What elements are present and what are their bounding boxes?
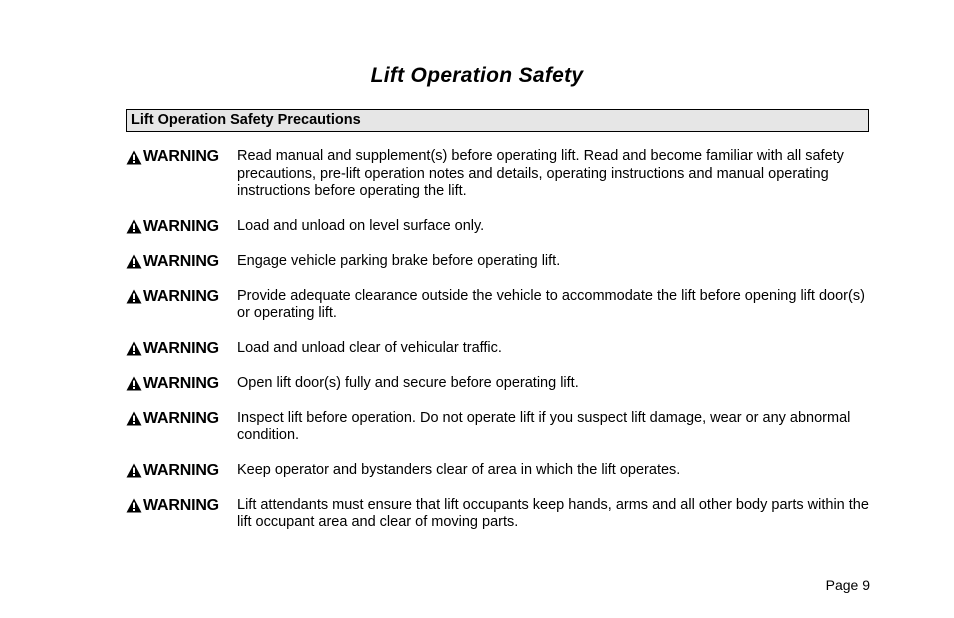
warning-triangle-icon (126, 150, 142, 165)
warning-item (126, 288, 869, 323)
warning-label (126, 288, 237, 306)
warning-triangle-icon (126, 219, 142, 234)
warning-text: Open lift door(s) fully and secure before operating lift. (237, 374, 579, 391)
warning-list (126, 148, 869, 549)
warning-label-text: WARNING (143, 374, 219, 392)
warning-label (126, 462, 237, 480)
warning-item (126, 410, 869, 445)
warning-item (126, 375, 869, 393)
warning-label (126, 410, 237, 428)
warning-text: Load and unload on level surface only. (237, 217, 485, 234)
page-number: Page 9 (825, 577, 870, 593)
warning-text: Keep operator and bystanders clear of area in which the lift operates. (237, 461, 681, 478)
warning-triangle-icon (126, 498, 142, 513)
warning-label (126, 375, 237, 393)
warning-item (126, 218, 869, 236)
warning-label-text: WARNING (143, 409, 219, 427)
page-title: Lift Operation Safety (370, 64, 584, 87)
warning-label (126, 218, 237, 236)
warning-text: Load and unload clear of vehicular traffic. (237, 339, 502, 356)
warning-triangle-icon (126, 341, 142, 356)
warning-text: Engage vehicle parking brake before operating lift. (237, 252, 561, 269)
warning-triangle-icon (126, 463, 142, 478)
section-header: Lift Operation Safety Precautions (126, 109, 869, 132)
warning-label-text: WARNING (143, 496, 219, 514)
warning-label-text: WARNING (143, 148, 219, 165)
warning-triangle-icon (126, 376, 142, 391)
warning-label-text: WARNING (143, 461, 219, 479)
warning-label-text: WARNING (143, 287, 219, 305)
warning-item (126, 462, 869, 480)
warning-item (126, 340, 869, 358)
warning-label (126, 148, 237, 166)
warning-item (126, 497, 869, 532)
warning-item (126, 253, 869, 271)
warning-text: Read manual and supplement(s) before operating lift. Read and become familiar with all safety precautions, pre-lift operation notes and details, operating instructions and manual operating instructions before operating the lift. (237, 148, 844, 199)
warning-label (126, 497, 237, 515)
warning-label (126, 253, 237, 271)
warning-triangle-icon (126, 289, 142, 304)
warning-label-text: WARNING (143, 217, 219, 235)
warning-label-text: WARNING (143, 252, 219, 270)
warning-triangle-icon (126, 411, 142, 426)
warning-text: Lift attendants must ensure that lift occupants keep hands, arms and all other body parts within the lift occupant area and clear of moving parts. (237, 496, 869, 530)
warning-item (126, 148, 869, 201)
warning-text: Provide adequate clearance outside the vehicle to accommodate the lift before opening lift door(s) or operating lift. (237, 287, 865, 321)
warning-text: Inspect lift before operation. Do not operate lift if you suspect lift damage, wear or any abnormal condition. (237, 409, 851, 443)
warning-label (126, 340, 237, 358)
warning-triangle-icon (126, 254, 142, 269)
warning-label-text: WARNING (143, 339, 219, 357)
